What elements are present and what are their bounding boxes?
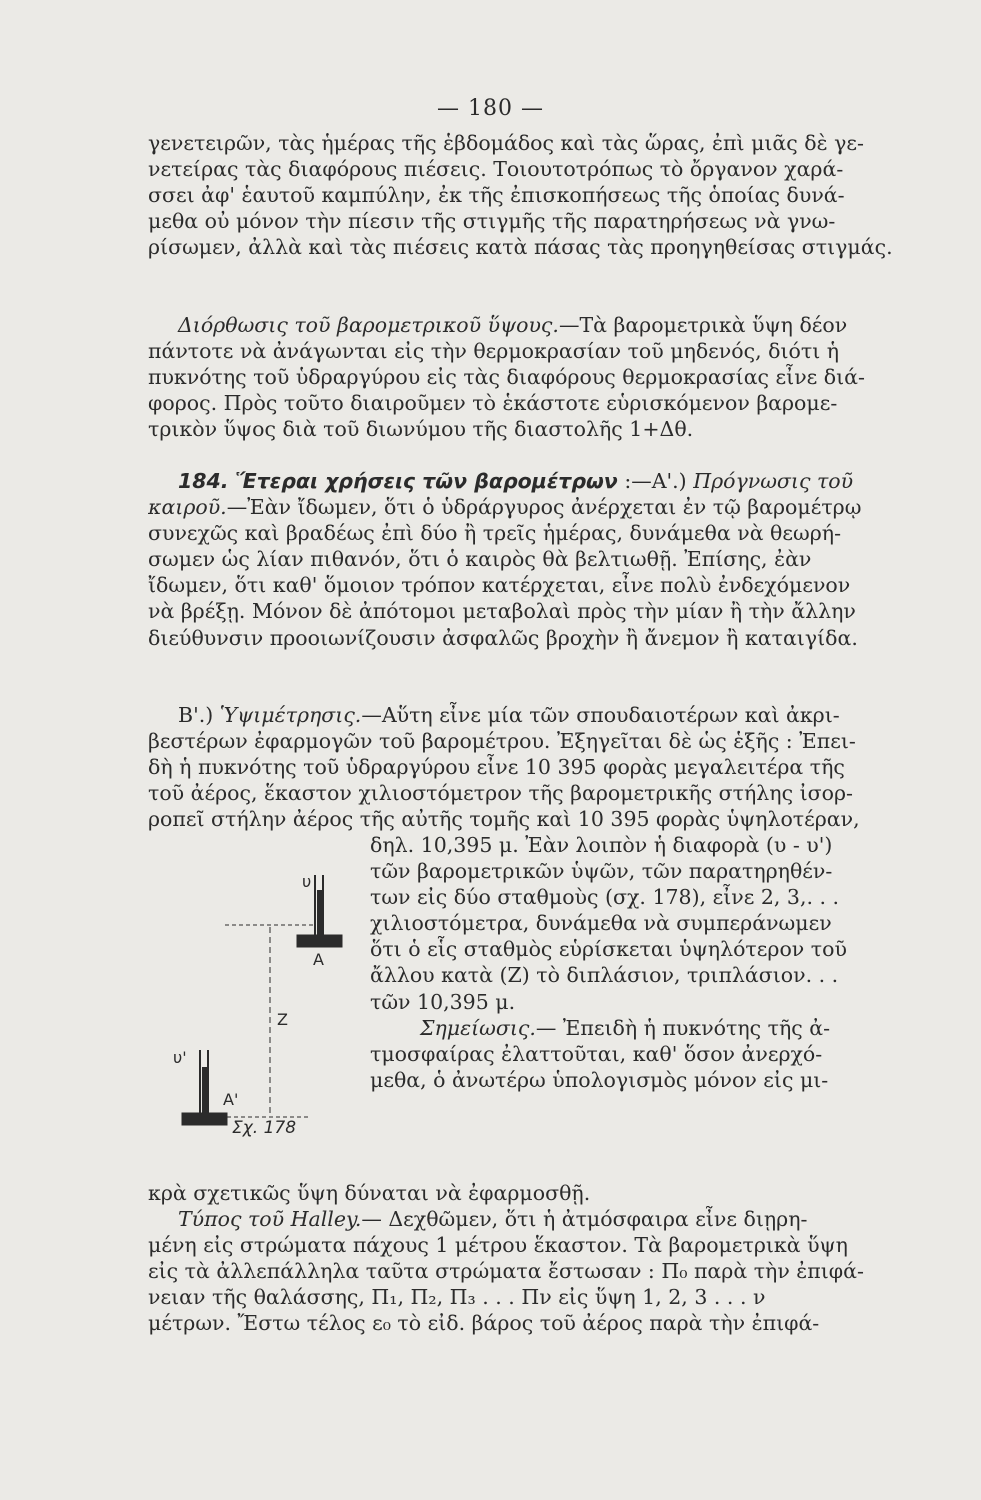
note-label: Σημείωσις. — [420, 1015, 536, 1040]
text-line — [148, 494, 908, 520]
text-line: πυκνότης τοῦ ὑδραργύρου εἰς τὰς διαφόρους θερμοκρασίας εἶνε διά- — [148, 365, 865, 390]
text-line — [370, 1015, 910, 1041]
text-line: μένη εἰς στρώματα πάχους 1 μέτρου ἕκαστον. Τὰ βαρομετρικὰ ὕψη — [148, 1233, 848, 1258]
text-line: δὴ ἡ πυκνότης τοῦ ὑδραργύρου εἶνε 10 395 φορὰς μεγαλειτέρα τῆς — [148, 755, 845, 780]
text-line: νετείρας τὰς διαφόρους πιέσεις. Τοιουτοτρόπως τὸ ὄργανον χαρά- — [148, 157, 844, 182]
text-fragment: — Ἐπειδὴ ἡ πυκνότης τῆς ἀ- — [535, 1015, 831, 1040]
section-heading: Διόρθωσις τοῦ βαρομετρικοῦ ὕψους. — [178, 313, 559, 337]
text-line: σσει ἀφ' ἑαυτοῦ καμπύλην, ἐκ τῆς ἐπισκοπήσεως τῆς ὁποίας δυνά- — [148, 183, 845, 208]
text-line — [148, 1206, 908, 1232]
label-a: Α — [313, 950, 324, 969]
figure-caption: Σχ. 178 — [232, 1118, 297, 1138]
text-line — [148, 468, 908, 494]
label-a-prime: Α' — [223, 1090, 239, 1109]
upper-barometer — [225, 875, 342, 947]
text-line: διεύθυνσιν προοιωνίζουσιν ἀσφαλῶς βροχὴν ἢ ἄνεμον ἢ καταιγίδα. — [148, 625, 858, 650]
text-line: ἄλλου κατὰ (Ζ) τὸ διπλάσιον, τριπλάσιον. . . — [370, 963, 839, 988]
text-line: τοῦ ἀέρος, ἕκαστον χιλιοστόμετρον τῆς βαρομετρικῆς στήλης ἰσορ- — [148, 781, 853, 806]
text-line: χιλιοστόμετρα, δυνάμεθα νὰ συμπεράνωμεν — [370, 911, 832, 936]
text-line — [148, 312, 908, 338]
section-184 — [148, 468, 908, 651]
text-line: κρὰ σχετικῶς ὕψη δύναται νὰ ἐφαρμοσθῇ. — [148, 1181, 591, 1205]
text-line: εἰς τὰ ἀλλεπάλληλα ταῦτα στρώματα ἔστωσαν : Π₀ παρὰ τὴν ἐπιφά- — [148, 1259, 864, 1284]
text-line: γενετειρῶν, τὰς ἡμέρας τῆς ἑβδομάδος καὶ τὰς ὥρας, ἐπὶ μιᾶς δὲ γε- — [148, 131, 864, 155]
text-line: δηλ. 10,395 μ. Ἐὰν λοιπὸν ἡ διαφορὰ (υ - υ') — [370, 833, 833, 857]
text-line: ὅτι ὁ εἷς σταθμὸς εὑρίσκεται ὑψηλότερον τοῦ — [370, 937, 847, 962]
subsection-label: Β'.) — [178, 703, 214, 727]
halley-section — [148, 1206, 908, 1336]
paragraph-correction — [148, 312, 908, 442]
text-line: ἴδωμεν, ὅτι καθ' ὅμοιον τρόπον κατέρχεται, εἶνε πολὺ ἐνδεχόμενον — [148, 573, 851, 598]
text-line: τῶν 10,395 μ. — [370, 989, 516, 1014]
page-number: — 180 — — [437, 96, 544, 121]
text-line: φορος. Πρὸς τοῦτο διαιροῦμεν τὸ ἑκάστοτε εὑρισκόμενον βαρομε- — [148, 391, 838, 416]
label-u-prime: υ' — [173, 1048, 187, 1067]
section-title: Ἕτεραι χρήσεις τῶν βαρομέτρων — [235, 469, 618, 493]
barometer-figure — [165, 855, 365, 1145]
text-line: συνεχῶς καὶ βραδέως ἐπὶ δύο ἢ τρεῖς ἡμέρας, δυνάμεθα νὰ θεωρή- — [148, 521, 841, 546]
label-u: υ — [302, 872, 312, 891]
text-line: ροπεῖ στήλην ἀέρος τῆς αὐτῆς τομῆς καὶ 10 395 φορὰς ὑψηλοτέραν, — [148, 807, 860, 832]
subsection-title-end: καιροῦ. — [148, 495, 227, 520]
label-z: Ζ — [277, 1010, 288, 1029]
text-fragment: —Ἐὰν ἴδωμεν, ὅτι ὁ ὑδράργυρος ἀνέρχεται ἐν τῷ βαρομέτρῳ — [226, 495, 862, 520]
text-line: τρικὸν ὕψος διὰ τοῦ διωνύμου τῆς διαστολῆς 1+Δθ. — [148, 417, 694, 442]
text-line: μεθα οὐ μόνον τὴν πίεσιν τῆς στιγμῆς τῆς παρατηρήσεως νὰ γνω- — [148, 209, 836, 234]
text-line: ρίσωμεν, ἀλλὰ καὶ τὰς πιέσεις κατὰ πάσας τὰς προηγηθείσας στιγμάς. — [148, 235, 893, 260]
text-fragment: —Τὰ βαρομετρικὰ ὕψη δέον — [558, 313, 848, 337]
text-line: τῶν βαρομετρικῶν ὑψῶν, τῶν παρατηρηθέν- — [370, 859, 833, 884]
text-line: τμοσφαίρας ἐλαττοῦται, καθ' ὅσον ἀνερχό- — [370, 1041, 823, 1066]
paragraph-1 — [148, 130, 908, 260]
text-fragment: —Αὕτη εἶνε μία τῶν σπουδαιοτέρων καὶ ἀκρι- — [361, 703, 840, 727]
subsection-label: :—Α'.) — [624, 469, 687, 493]
narrow-column — [370, 832, 910, 1093]
text-line: νειαν τῆς θαλάσσης, Π₁, Π₂, Π₃ . . . Πν εἰς ὕψη 1, 2, 3 . . . ν — [148, 1285, 766, 1310]
text-line — [148, 702, 908, 728]
subsection-title: Τύπος τοῦ Halley. — [178, 1207, 362, 1231]
subsection-title: Ὑψιμέτρησις. — [219, 703, 362, 727]
note-continuation — [148, 1180, 908, 1206]
text-line: πάντοτε νὰ ἀνάγωνται εἰς τὴν θερμοκρασίαν τοῦ μηδενός, διότι ἡ — [148, 339, 840, 364]
text-line: των εἰς δύο σταθμοὺς (σχ. 178), εἶνε 2, 3,. . . — [370, 885, 840, 910]
lower-barometer — [182, 1050, 310, 1125]
text-line: μεθα, ὁ ἀνωτέρω ὑπολογισμὸς μόνον εἰς μι- — [370, 1067, 829, 1092]
text-line: βεστέρων ἐφαρμογῶν τοῦ βαρομέτρου. Ἐξηγεῖται δὲ ὡς ἑξῆς : Ἐπει- — [148, 729, 856, 754]
text-line: σωμεν ὡς λίαν πιθανόν, ὅτι ὁ καιρὸς θὰ βελτιωθῇ. Ἐπίσης, ἐὰν — [148, 547, 812, 572]
text-fragment: — Δεχθῶμεν, ὅτι ἡ ἀτμόσφαιρα εἶνε διῃρη- — [361, 1207, 808, 1231]
section-number: 184. — [178, 469, 229, 493]
text-line: μέτρων. Ἔστω τέλος ε₀ τὸ εἰδ. βάρος τοῦ ἀέρος παρὰ τὴν ἐπιφά- — [148, 1311, 820, 1336]
subsection-title: Πρόγνωσις τοῦ — [693, 469, 854, 493]
section-b — [148, 702, 908, 832]
text-line: νὰ βρέξῃ. Μόνον δὲ ἀπότομοι μεταβολαὶ πρὸς τὴν μίαν ἢ τὴν ἄλλην — [148, 599, 856, 624]
